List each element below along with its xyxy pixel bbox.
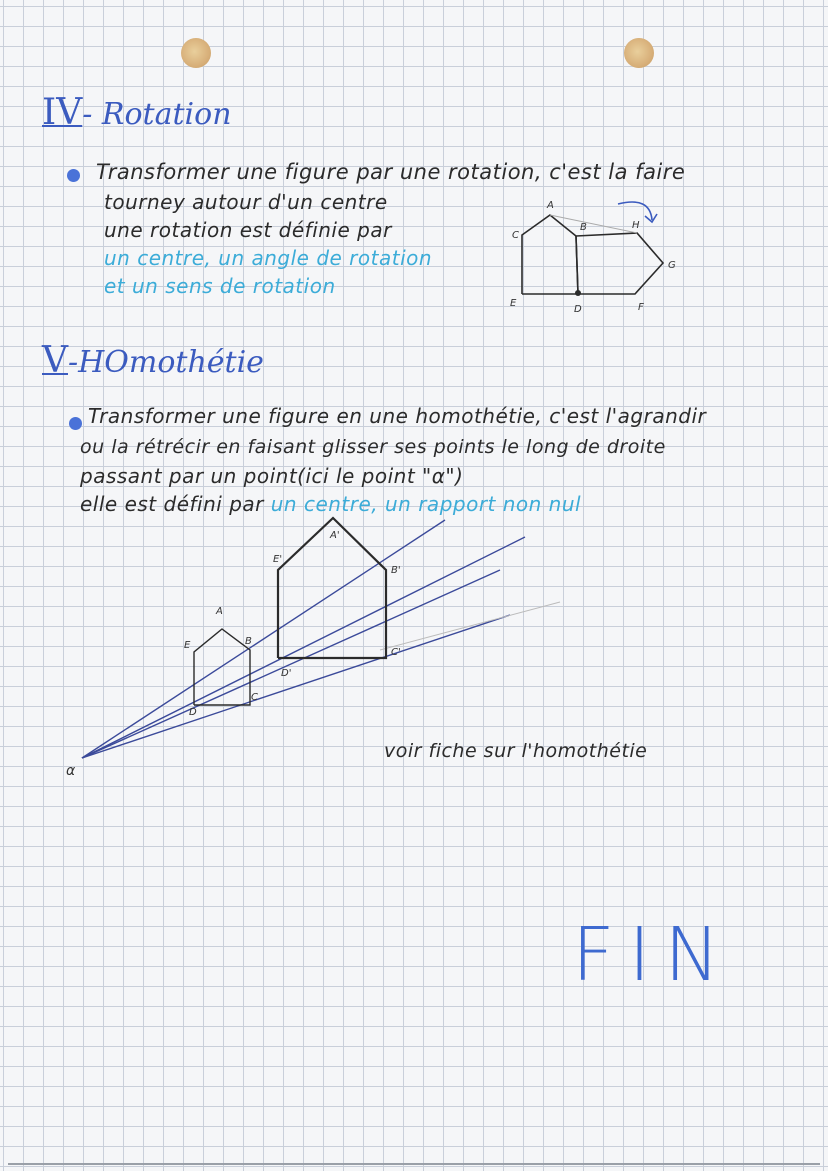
section-4-number: IV (42, 92, 83, 133)
label-B-prime: B' (391, 565, 401, 576)
rotation-line-4: un centre, un angle de rotation (104, 246, 433, 270)
end-mark: FIN (572, 912, 734, 998)
punch-hole-right (624, 38, 654, 68)
rotation-line-2: tourney autour d'un centre (104, 190, 388, 214)
homothetie-definition-values: un centre, un rapport non nul (270, 492, 582, 516)
homothetie-line-1: Transformer une figure en une homothétie, c'est l'agrandir (88, 404, 707, 428)
punch-hole-left (181, 38, 211, 68)
bullet-icon (69, 417, 82, 430)
label-F: F (638, 302, 644, 313)
label-B: B (245, 636, 252, 647)
label-C-prime: C' (391, 647, 401, 658)
label-E: E (510, 298, 517, 309)
label-B: B (580, 222, 587, 233)
label-C: C (512, 230, 519, 241)
label-A-prime: A' (330, 530, 340, 541)
homothetie-note: voir fiche sur l'homothétie (384, 740, 648, 762)
section-5-title: -HOmothétie (68, 345, 264, 380)
section-4-heading (42, 92, 232, 133)
label-G: G (668, 260, 676, 271)
label-alpha: α (66, 763, 76, 779)
rotation-line-3: une rotation est définie par (104, 218, 392, 242)
homothetie-line-3: passant par un point(ici le point "α") (80, 464, 464, 488)
section-5-heading (42, 340, 264, 381)
label-D: D (574, 304, 582, 315)
rotation-figure (500, 190, 700, 320)
rotation-line-5: et un sens de rotation (104, 274, 336, 298)
homothetie-definition-prefix: elle est défini par (80, 492, 264, 516)
section-4-title: - Rotation (82, 97, 232, 132)
label-H: H (632, 220, 640, 231)
label-D: D (189, 707, 197, 718)
label-E-prime: E' (273, 554, 283, 565)
bullet-icon (67, 169, 80, 182)
rotation-line-1: Transformer une figure par une rotation, c'est la faire (96, 160, 686, 184)
label-C: C (251, 692, 258, 703)
homothetie-line-2: ou la rétrécir en faisant glisser ses points le long de droite (80, 436, 666, 458)
section-5-number: V (42, 340, 68, 381)
label-D-prime: D' (281, 668, 292, 679)
label-A: A (216, 606, 223, 617)
label-E: E (184, 640, 191, 651)
label-A: A (547, 200, 554, 211)
